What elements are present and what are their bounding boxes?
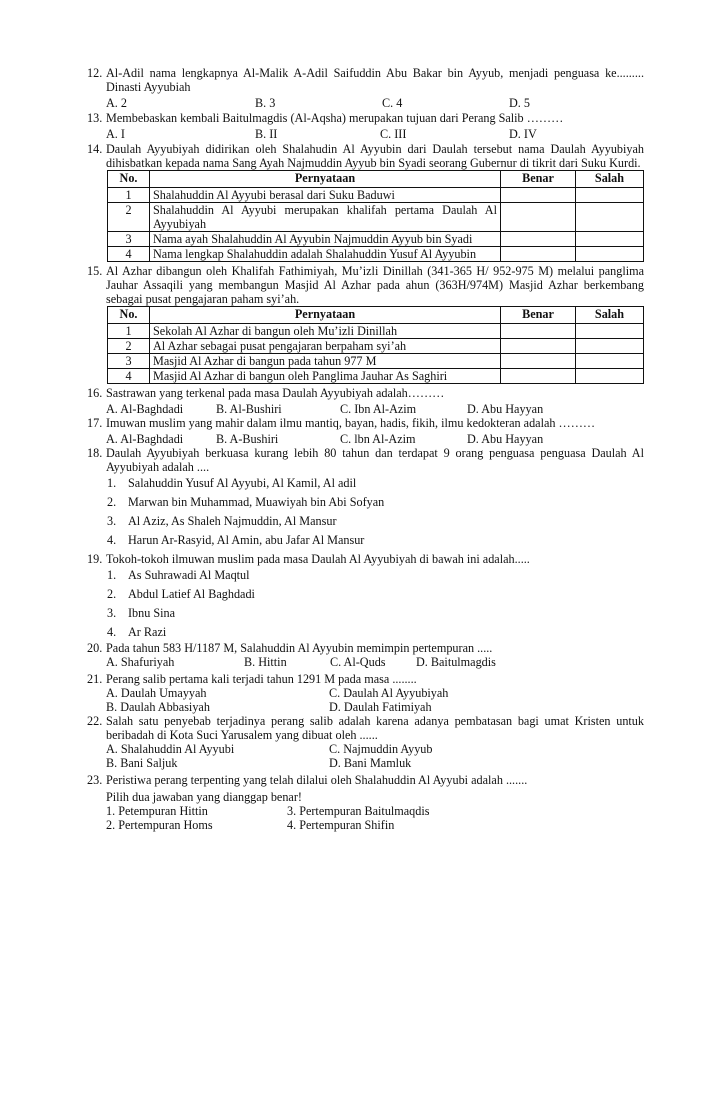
question-text: Sastrawan yang terkenal pada masa Daulah Ayyubiyah adalah……… xyxy=(106,386,445,400)
table-row xyxy=(108,324,644,339)
item-text: Salahuddin Yusuf Al Ayyubi, Al Kamil, Al adil xyxy=(128,476,357,490)
option-b[interactable]: B. A-Bushiri xyxy=(216,432,279,446)
option-b[interactable]: B. 3 xyxy=(255,96,276,110)
table-header-row xyxy=(108,307,644,324)
option-a[interactable]: A. I xyxy=(106,127,125,141)
option-d[interactable]: D. Abu Hayyan xyxy=(467,402,544,416)
item-number: 3. xyxy=(107,606,117,620)
table-row xyxy=(108,369,644,384)
question-12 xyxy=(87,66,644,110)
option-c[interactable]: C. lbn Al-Azim xyxy=(340,432,416,446)
option-4[interactable]: 4. Pertempuran Shifin xyxy=(287,818,395,832)
item-number: 1. xyxy=(107,568,117,582)
option-d[interactable]: D. Daulah Fatimiyah xyxy=(329,700,432,714)
question-number: 15. xyxy=(87,264,103,278)
option-a[interactable]: A. Daulah Umayyah xyxy=(106,686,207,700)
option-b[interactable]: B. II xyxy=(255,127,278,141)
list-item[interactable] xyxy=(106,625,644,639)
statement-table xyxy=(107,306,644,384)
option-b[interactable]: B. Daulah Abbasiyah xyxy=(106,700,210,714)
item-text: As Suhrawadi Al Maqtul xyxy=(128,568,250,582)
false-checkbox-cell[interactable] xyxy=(576,369,644,384)
item-number: 3. xyxy=(107,514,117,528)
option-a[interactable]: A. Al-Baghdadi xyxy=(106,432,184,446)
question-number: 17. xyxy=(87,416,103,430)
question-number: 14. xyxy=(87,142,103,156)
option-c[interactable]: C. Al-Quds xyxy=(330,655,386,669)
true-checkbox-cell[interactable] xyxy=(501,188,576,203)
row-number: 3 xyxy=(108,232,150,247)
question-16 xyxy=(87,386,644,416)
answer-options xyxy=(106,686,644,714)
question-number: 21. xyxy=(87,672,103,686)
option-d[interactable]: D. Bani Mamluk xyxy=(329,756,412,770)
header-statement: Pernyataan xyxy=(150,171,501,188)
option-b[interactable]: B. Bani Saljuk xyxy=(106,756,178,770)
option-3[interactable]: 3. Pertempuran Baitulmaqdis xyxy=(287,804,430,818)
question-17 xyxy=(87,416,644,446)
question-text: Pada tahun 583 H/1187 M, Salahuddin Al Ayyubin memimpin pertempuran ..... xyxy=(106,641,493,655)
option-b[interactable]: B. Al-Bushiri xyxy=(216,402,282,416)
row-number: 4 xyxy=(108,247,150,262)
option-2[interactable]: 2. Pertempuran Homs xyxy=(106,818,213,832)
false-checkbox-cell[interactable] xyxy=(576,188,644,203)
header-statement: Pernyataan xyxy=(150,307,501,324)
option-d[interactable]: D. Abu Hayyan xyxy=(467,432,544,446)
question-21 xyxy=(87,672,644,714)
true-checkbox-cell[interactable] xyxy=(501,339,576,354)
row-number: 1 xyxy=(108,324,150,339)
row-statement: Shalahuddin Al Ayyubi berasal dari Suku Baduwi xyxy=(150,188,501,203)
row-statement: Masjid Al Azhar di bangun oleh Panglima Jauhar As Saghiri xyxy=(150,369,501,384)
question-number: 16. xyxy=(87,386,103,400)
question-20 xyxy=(87,641,644,669)
item-number: 2. xyxy=(107,495,117,509)
option-c[interactable]: C. III xyxy=(380,127,407,141)
table-row xyxy=(108,247,644,262)
question-text: Perang salib pertama kali terjadi tahun 1291 M pada masa ........ xyxy=(106,672,417,686)
question-text: Daulah Ayyubiyah berkuasa kurang lebih 80 tahun dan terdapat 9 orang penguasa penguasa Daulah Al Ayyubiyah adalah .... xyxy=(106,446,644,474)
row-statement: Masjid Al Azhar di bangun pada tahun 977 M xyxy=(150,354,501,369)
option-a[interactable]: A. Shalahuddin Al Ayyubi xyxy=(106,742,235,756)
option-a[interactable]: A. Shafuriyah xyxy=(106,655,175,669)
list-item[interactable] xyxy=(106,533,644,547)
question-23 xyxy=(87,773,644,832)
table-row xyxy=(108,339,644,354)
header-false: Salah xyxy=(576,171,644,188)
answer-options xyxy=(106,655,644,669)
question-22 xyxy=(87,714,644,770)
list-item[interactable] xyxy=(106,495,644,509)
option-b[interactable]: B. Hittin xyxy=(244,655,287,669)
answer-list xyxy=(106,568,644,639)
option-c[interactable]: C. Daulah Al Ayyubiyah xyxy=(329,686,449,700)
question-text: Peristiwa perang terpenting yang telah dilalui oleh Shalahuddin Al Ayyubi adalah ....... xyxy=(106,773,528,787)
row-statement: Nama lengkap Shalahuddin adalah Shalahuddin Yusuf Al Ayyubin xyxy=(150,247,501,262)
table-header-row xyxy=(108,171,644,188)
row-number: 1 xyxy=(108,188,150,203)
false-checkbox-cell[interactable] xyxy=(576,324,644,339)
row-number: 3 xyxy=(108,354,150,369)
question-text: Al-Adil nama lengkapnya Al-Malik A-Adil Saifuddin Abu Bakar bin Ayyub, menjadi penguasa ke......... Dinasti Ayyubiah xyxy=(106,66,644,94)
true-checkbox-cell[interactable] xyxy=(501,354,576,369)
question-number: 18. xyxy=(87,446,103,460)
true-checkbox-cell[interactable] xyxy=(501,203,576,232)
row-statement: Al Azhar sebagai pusat pengajaran berpaham syi’ah xyxy=(150,339,501,354)
answer-options xyxy=(106,804,644,832)
item-number: 1. xyxy=(107,476,117,490)
question-text: Imuwan muslim yang mahir dalam ilmu mantiq, bayan, hadis, fikih, ilmu kedokteran adalah ……… xyxy=(106,416,596,430)
false-checkbox-cell[interactable] xyxy=(576,203,644,232)
false-checkbox-cell[interactable] xyxy=(576,354,644,369)
question-14 xyxy=(87,142,644,262)
row-statement: Shalahuddin Al Ayyubi merupakan khalifah pertama Daulah Al Ayyubiyah xyxy=(150,203,501,232)
true-checkbox-cell[interactable] xyxy=(501,369,576,384)
list-item[interactable] xyxy=(106,587,644,601)
option-d[interactable]: D. 5 xyxy=(509,96,530,110)
question-number: 23. xyxy=(87,773,103,787)
question-number: 13. xyxy=(87,111,103,125)
row-number: 2 xyxy=(108,339,150,354)
question-19 xyxy=(87,552,644,639)
question-18 xyxy=(87,446,644,547)
header-true: Benar xyxy=(501,171,576,188)
true-checkbox-cell[interactable] xyxy=(501,324,576,339)
answer-options xyxy=(106,96,644,110)
false-checkbox-cell[interactable] xyxy=(576,232,644,247)
option-c[interactable]: C. 4 xyxy=(382,96,403,110)
table-row xyxy=(108,354,644,369)
item-text: Al Aziz, As Shaleh Najmuddin, Al Mansur xyxy=(128,514,337,528)
question-number: 20. xyxy=(87,641,103,655)
item-text: Ar Razi xyxy=(128,625,167,639)
question-text: Daulah Ayyubiyah didirikan oleh Shalahudin Al Ayyubin dari Daulah tersebut nama Daulah Ayyubiyah dihisbatkan kepada nama Sang Ayah Najmuddin Ayyub bin Syadi seorang Gubernur di tikrit dari Suku Kurdi. xyxy=(106,142,644,170)
list-item[interactable] xyxy=(106,606,644,620)
question-text: Salah satu penyebab terjadinya perang salib adalah karena adanya pembatasan bagi umat Kristen untuk beribadah di Kota Suci Yarusalem yang dibuat oleh ...... xyxy=(106,714,644,742)
option-a[interactable]: A. 2 xyxy=(106,96,127,110)
option-a[interactable]: A. Al-Baghdadi xyxy=(106,402,184,416)
item-text: Harun Ar-Rasyid, Al Amin, abu Jafar Al Mansur xyxy=(128,533,365,547)
worksheet-page xyxy=(87,66,644,832)
false-checkbox-cell[interactable] xyxy=(576,339,644,354)
option-1[interactable]: 1. Petempuran Hittin xyxy=(106,804,208,818)
header-true: Benar xyxy=(501,307,576,324)
answer-list xyxy=(106,476,644,547)
item-text: Ibnu Sina xyxy=(128,606,176,620)
question-15 xyxy=(87,264,644,384)
table-row xyxy=(108,203,644,232)
option-c[interactable]: C. Najmuddin Ayyub xyxy=(329,742,433,756)
item-number: 4. xyxy=(107,533,117,547)
question-number: 19. xyxy=(87,552,103,566)
option-d[interactable]: D. IV xyxy=(509,127,537,141)
true-checkbox-cell[interactable] xyxy=(501,232,576,247)
item-text: Abdul Latief Al Baghdadi xyxy=(128,587,255,601)
item-number: 2. xyxy=(107,587,117,601)
question-text: Al Azhar dibangun oleh Khalifah Fathimiyah, Mu’izli Dinillah (341-365 H/ 952-975 M) melalui panglima Jauhar Assaqili yang membangun Masjid Al Azhar pada ahun (363H/974M) Masjid Azhar berkembang sebagai pusat pengajaran paham syi’ah. xyxy=(106,264,644,306)
answer-options xyxy=(106,742,644,770)
statement-table xyxy=(107,170,644,262)
row-statement: Sekolah Al Azhar di bangun oleh Mu’izli Dinillah xyxy=(150,324,501,339)
question-text: Membebaskan kembali Baitulmagdis (Al-Aqsha) merupakan tujuan dari Perang Salib ……… xyxy=(106,111,564,125)
question-instruction: Pilih dua jawaban yang dianggap benar! xyxy=(106,790,302,804)
answer-options xyxy=(106,127,644,141)
item-text: Marwan bin Muhammad, Muawiyah bin Abi Sofyan xyxy=(128,495,385,509)
list-item[interactable] xyxy=(106,476,644,490)
list-item[interactable] xyxy=(106,568,644,582)
option-d[interactable]: D. Baitulmagdis xyxy=(416,655,496,669)
question-number: 22. xyxy=(87,714,103,728)
table-row xyxy=(108,188,644,203)
header-false: Salah xyxy=(576,307,644,324)
row-number: 4 xyxy=(108,369,150,384)
question-number: 12. xyxy=(87,66,103,80)
false-checkbox-cell[interactable] xyxy=(576,247,644,262)
item-number: 4. xyxy=(107,625,117,639)
question-text: Tokoh-tokoh ilmuwan muslim pada masa Daulah Al Ayyubiyah di bawah ini adalah..... xyxy=(106,552,530,566)
answer-options xyxy=(106,402,644,416)
header-no: No. xyxy=(108,171,150,188)
option-c[interactable]: C. Ibn Al-Azim xyxy=(340,402,417,416)
row-statement: Nama ayah Shalahuddin Al Ayyubin Najmuddin Ayyub bin Syadi xyxy=(150,232,501,247)
row-number: 2 xyxy=(108,203,150,232)
header-no: No. xyxy=(108,307,150,324)
true-checkbox-cell[interactable] xyxy=(501,247,576,262)
answer-options xyxy=(106,432,644,446)
list-item[interactable] xyxy=(106,514,644,528)
question-13 xyxy=(87,111,644,141)
table-row xyxy=(108,232,644,247)
